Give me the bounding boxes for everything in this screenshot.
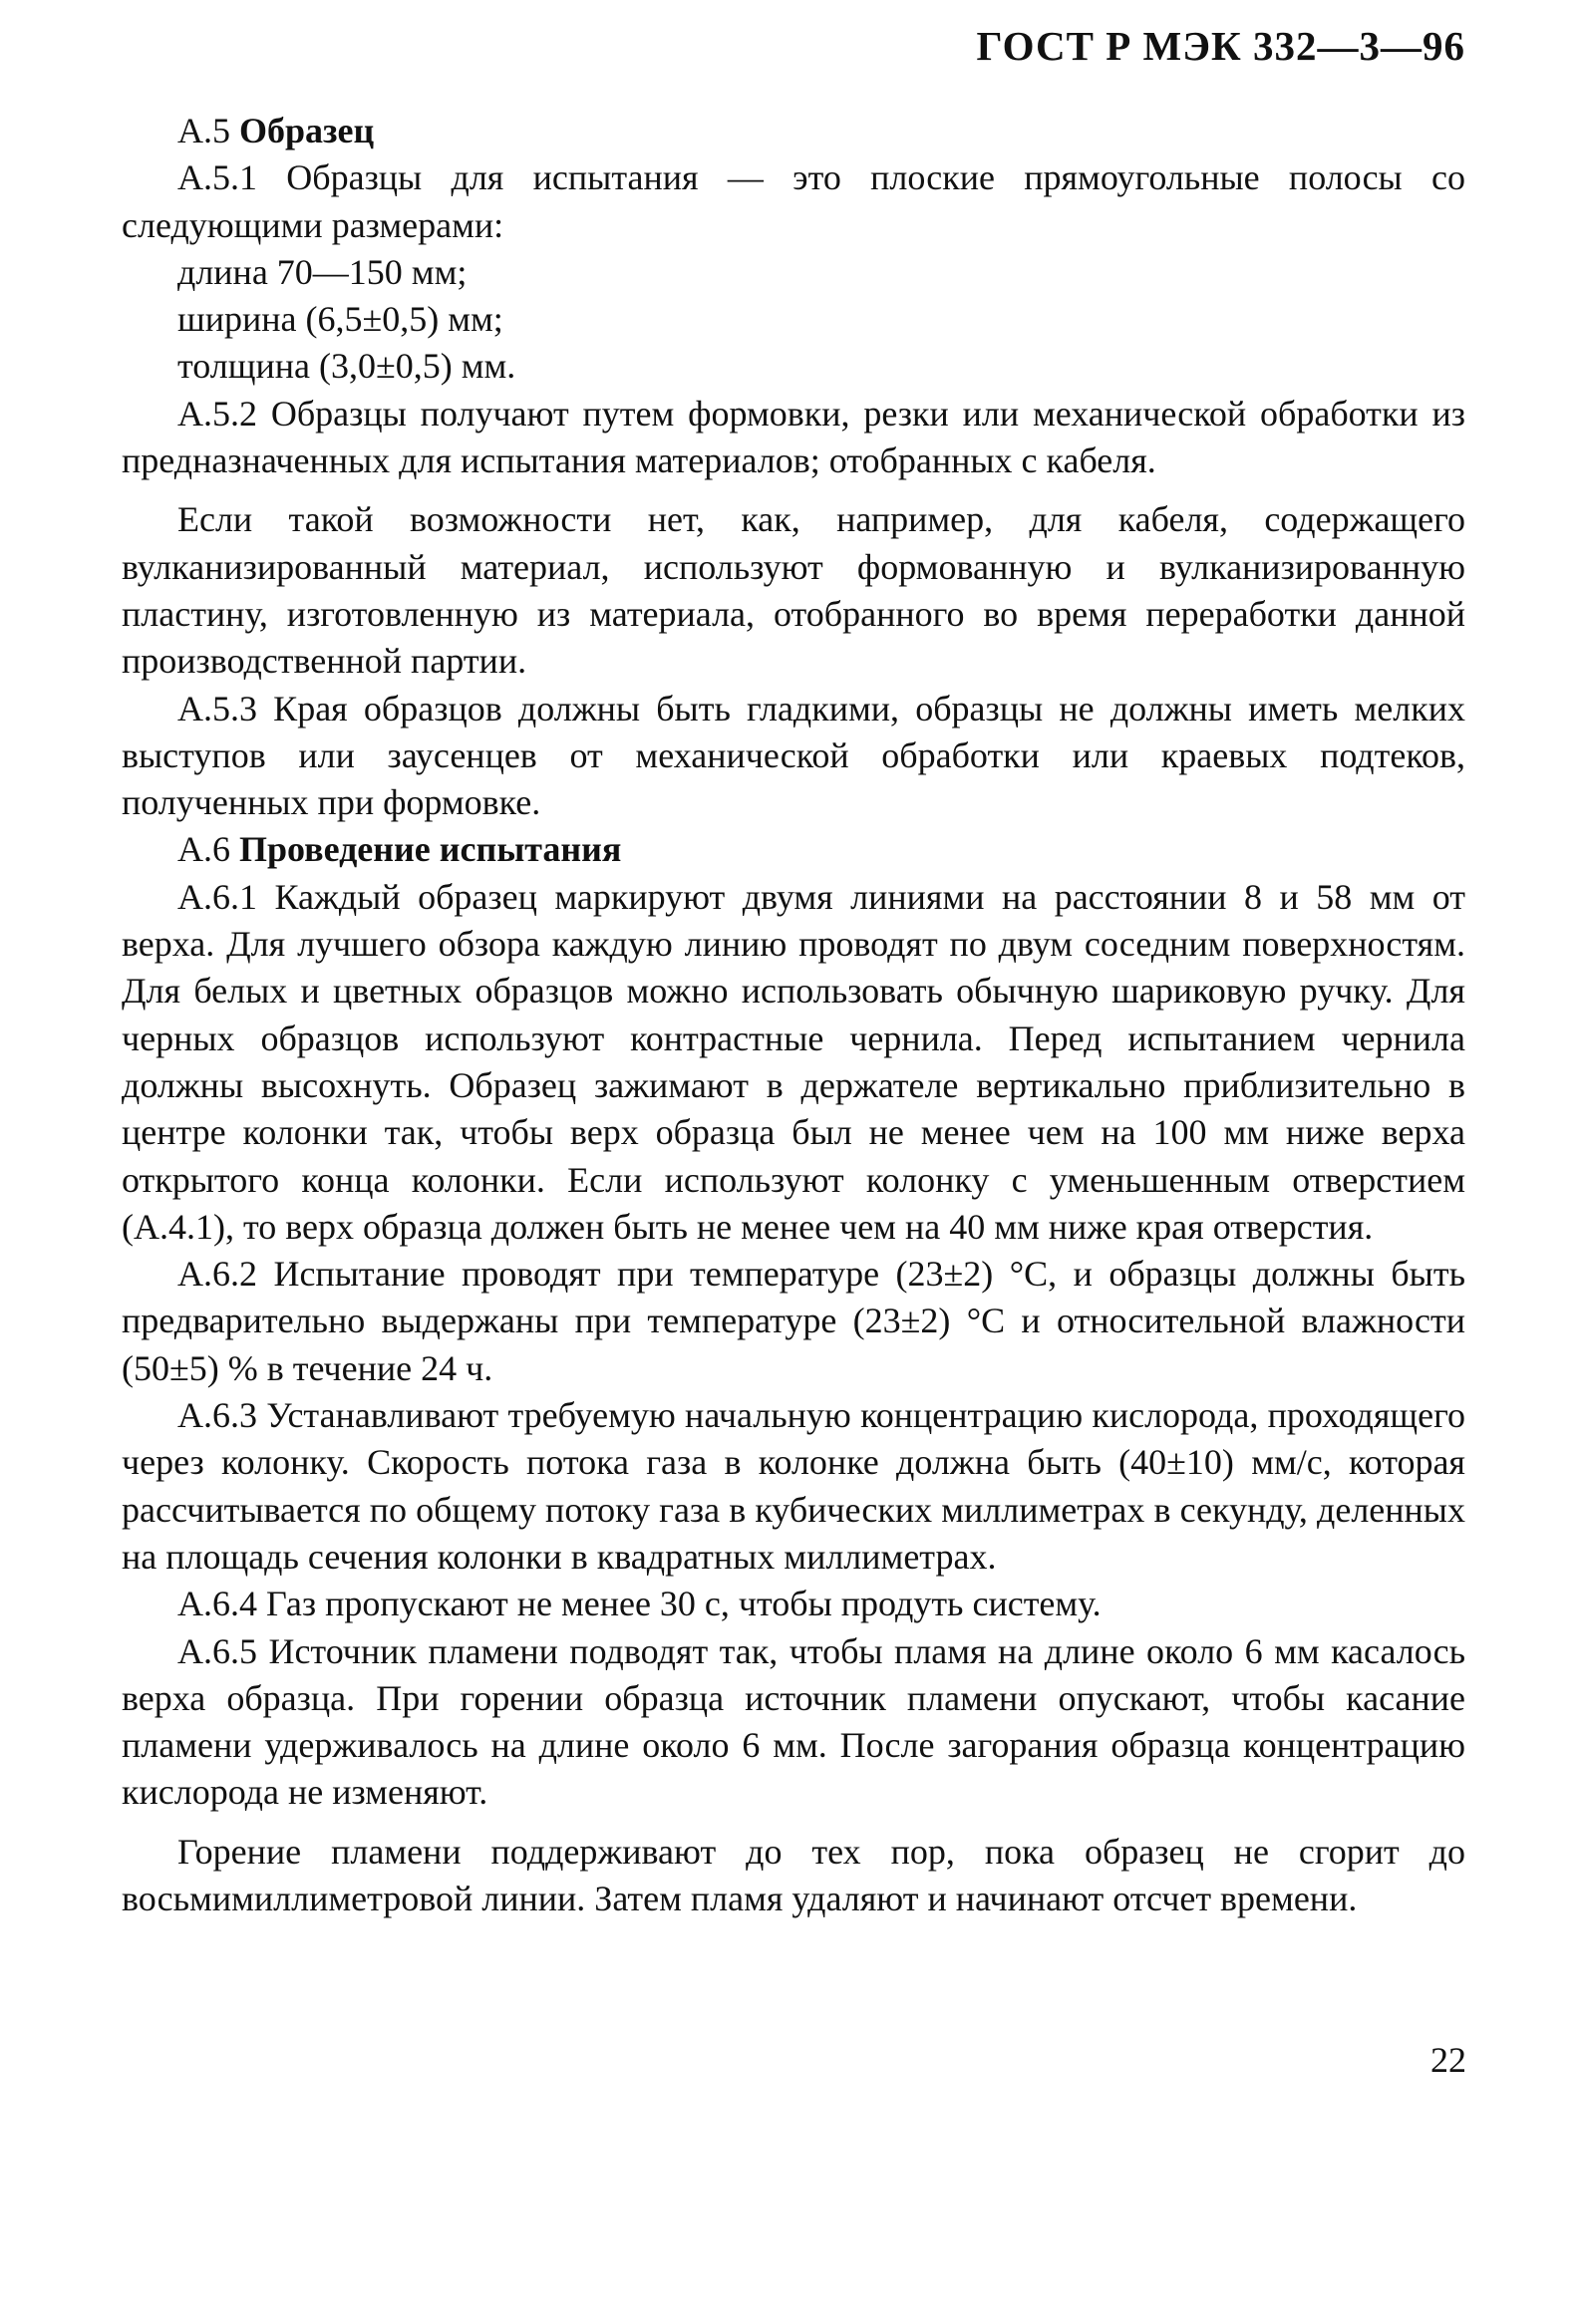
section-number: А.5 — [177, 111, 230, 150]
standard-header: ГОСТ Р МЭК 332—3—96 — [976, 23, 1465, 69]
document-body — [122, 108, 1465, 1922]
paragraph-a6-5-note: Горение пламени поддерживают до тех пор, пока образец не сгорит до восьмимиллиметровой линии. Затем пламя удаляют и начинают отсчет времени. — [122, 1831, 1465, 1918]
section-number: А.6 — [177, 829, 230, 870]
dimension-thickness: толщина (3,0±0,5) мм. — [177, 346, 516, 387]
section-title: Проведение испытания — [239, 829, 622, 870]
dimension-length: длина 70—150 мм; — [177, 251, 468, 292]
dimension-width: ширина (6,5±0,5) мм; — [177, 299, 503, 340]
section-title: Образец — [239, 111, 375, 150]
paragraph-a5-2: А.5.2 Образцы получают путем формовки, резки или механической обработки из предназначенных для испытания материалов; отобранных с кабеля. — [122, 393, 1465, 481]
paragraph-a5-1: А.5.1 Образцы для испытания — это плоские прямоугольные полосы со следующими размерами: — [122, 157, 1465, 245]
section-heading-a5 — [122, 108, 1465, 154]
page-number: 22 — [1430, 2040, 1466, 2080]
paragraph-a6-4: А.6.4 Газ пропускают не менее 30 с, чтобы продуть систему. — [177, 1584, 1102, 1624]
paragraph-a6-3: А.6.3 Устанавливают требуемую начальную концентрацию кислорода, проходящего через колонку. Скорость потока газа в колонке должна быть (40±10) мм/с, которая рассчитывается по общему потоку газа в кубических миллиметрах в секунду, деленных на площадь сечения колонки в квадратных миллиметрах. — [122, 1395, 1465, 1577]
paragraph-a6-2: А.6.2 Испытание проводят при температуре (23±2) °С, и образцы должны быть предварительно выдержаны при температуре (23±2) °С и относительной влажности (50±5) % в течение 24 ч. — [122, 1254, 1465, 1388]
paragraph-a5-3: А.5.3 Края образцов должны быть гладкими, образцы не должны иметь мелких выступов или заусенцев от механической обработки или краевых подтеков, полученных при формовке. — [122, 688, 1465, 823]
section-heading-a6 — [122, 826, 1465, 873]
paragraph-a6-1: А.6.1 Каждый образец маркируют двумя линиями на расстоянии 8 и 58 мм от верха. Для лучшего обзора каждую линию проводят по двум соседним поверхностям. Для белых и цветных образцов можно использовать обычную шариковую ручку. Для черных образцов используют контрастные чернила. Перед испытанием чернила должны высохнуть. Образец зажимают в держателе вертикально приблизительно в центре колонки так, чтобы верх образца был не менее чем на 100 мм ниже верха открытого конца колонки. Если используют колонку с уменьшенным отверстием (А.4.1), то верх образца должен быть не менее чем на 40 мм ниже края отверстия. — [122, 876, 1465, 1247]
paragraph-a6-5: А.6.5 Источник пламени подводят так, чтобы пламя на длине около 6 мм касалось верха образца. При горении образца источник пламени опускают, чтобы касание пламени удерживалось на длине около 6 мм. После загорания образца концентрацию кислорода не изменяют. — [122, 1630, 1465, 1813]
paragraph-a5-2-note: Если такой возможности нет, как, например, для кабеля, содержащего вулканизированный материал, используют формованную и вулканизированную пластину, изготовленную из материала, отобранного во время переработки данной производственной партии. — [122, 499, 1465, 682]
